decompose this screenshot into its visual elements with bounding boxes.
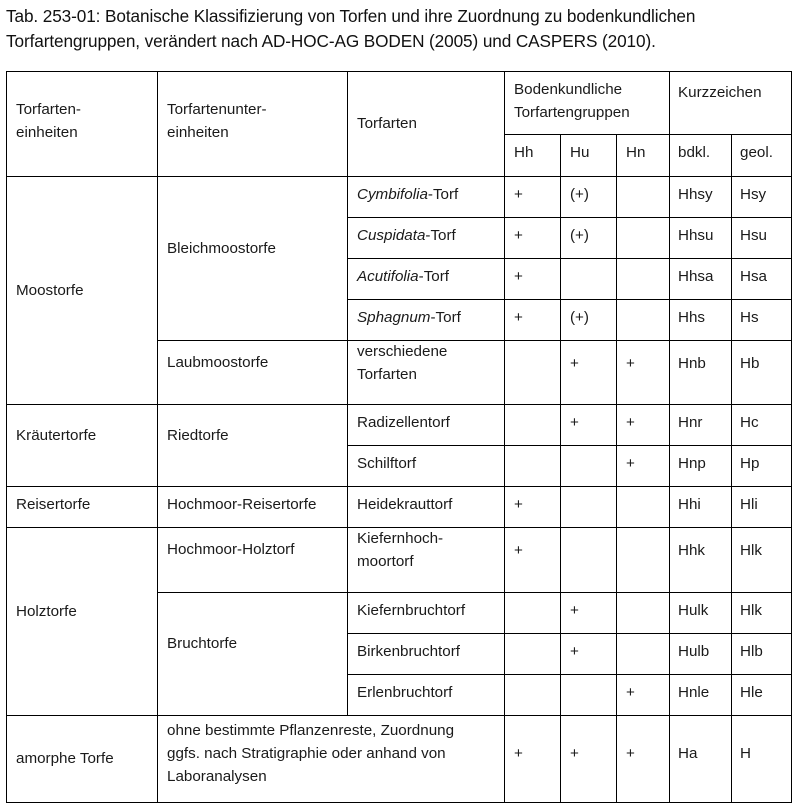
value-text: + [626,455,635,472]
torfart-text: Birkenbruchtorf [357,643,460,660]
value-cell-hu [560,486,616,527]
value-cell-hu [560,592,616,633]
value-cell-bdkl [669,445,731,486]
value-text: + [626,684,635,701]
header-bodenkundliche-torfartengruppen [504,71,669,134]
value-cell-hh [504,527,560,592]
unit-text: Moostorfe [16,281,84,299]
value-cell-hh [504,592,560,633]
caption-line-2: Torfartengruppen, verändert nach AD-HOC-AG BODEN (2005) und CASPERS (2010). [6,31,656,51]
unit-cell [6,404,157,486]
value-cell-geol [731,340,791,404]
unit-cell [6,176,157,404]
value-cell-hu [560,299,616,340]
value-text: Hli [740,496,758,513]
unit-text: Reisertorfe [16,496,91,513]
torfart-italic: Acutifolia [357,268,419,285]
value-cell-hu [560,527,616,592]
value-text: + [514,268,523,285]
value-text: H [740,745,751,762]
subunit-text: Laboranalysen [167,768,267,785]
torfart-text: Radizellentorf [357,414,450,431]
value-text: Hlk [740,602,762,619]
subunit-cell [157,527,347,592]
header-geol [731,134,791,176]
value-cell-hu [560,633,616,674]
torfart-text: -Torf [430,309,461,326]
value-cell-hn [616,486,669,527]
value-cell-hn [616,217,669,258]
value-cell-hn [616,340,669,404]
value-cell-geol [731,176,791,217]
value-cell-geol [731,404,791,445]
value-cell-hu [560,217,616,258]
torfart-cell [347,176,504,217]
value-cell-geol [731,258,791,299]
value-text: + [570,414,579,431]
value-text: Hb [740,354,760,372]
value-cell-geol [731,445,791,486]
header-hu [560,134,616,176]
value-text: + [570,602,579,619]
torfart-text: Kiefernbruchtorf [357,602,466,619]
value-text: + [514,745,523,762]
header-text: geol. [740,144,773,161]
subunit-cell [157,592,347,715]
value-text: + [570,745,579,762]
value-cell-bdkl [669,176,731,217]
value-text: Hhk [678,542,706,559]
torfart-cell [347,404,504,445]
value-cell-hn [616,404,669,445]
header-kurzzeichen [669,71,792,134]
torfart-text: -Torf [427,186,459,203]
value-text: + [514,227,523,244]
value-cell-geol [731,674,791,715]
value-text: Hhsa [678,268,714,285]
header-text: Kurzzeichen [678,84,762,101]
value-cell-hu [560,258,616,299]
value-text: + [626,745,635,762]
torfart-cell [347,527,504,592]
value-text: Hnle [678,684,710,701]
value-text: + [626,354,635,372]
header-text: Hu [570,144,590,161]
torfart-text: Torfarten [357,366,417,383]
value-cell-geol [731,633,791,674]
subunit-text: Hochmoor-Holztorf [167,541,295,558]
torfart-cell [347,633,504,674]
subunit-cell [157,715,504,802]
value-text: Hhi [678,496,701,513]
torfart-italic: Sphagnum [357,309,431,326]
header-hn [616,134,669,176]
subunit-text: ohne bestimmte Pflanzenreste, Zuordnung [167,722,455,739]
value-text: Hulk [678,602,709,619]
value-text: Hhsu [678,227,714,244]
value-text: Hs [740,309,759,326]
value-cell-hn [616,176,669,217]
subunit-cell [157,176,347,340]
subunit-cell [157,486,347,527]
unit-cell [6,527,157,715]
subunit-cell [157,340,347,404]
value-cell-hn [616,592,669,633]
header-bdkl [669,134,731,176]
torfart-text: moortorf [357,553,414,570]
value-cell-bdkl [669,486,731,527]
torfart-italic: Cymbifolia [357,186,428,203]
value-cell-hn [616,299,669,340]
value-cell-hh [504,445,560,486]
value-text: Hc [740,414,759,431]
torfart-cell [347,258,504,299]
subunit-text: ggfs. nach Stratigraphie oder anhand von [167,745,446,762]
value-cell-hn [616,445,669,486]
value-cell-hh [504,340,560,404]
subunit-text: Bruchtorfe [167,635,238,652]
value-text: + [626,414,635,431]
value-cell-hn [616,715,669,802]
value-cell-bdkl [669,715,731,802]
value-cell-hu [560,445,616,486]
value-cell-geol [731,715,791,802]
torfart-text: -Torf [418,268,450,285]
value-cell-hh [504,299,560,340]
value-text: (+) [570,227,589,244]
value-text: Hhs [678,309,706,326]
value-cell-bdkl [669,633,731,674]
header-text: einheiten [16,123,78,141]
value-cell-geol [731,592,791,633]
value-cell-bdkl [669,674,731,715]
value-cell-hn [616,258,669,299]
value-text: + [570,643,579,660]
value-cell-hn [616,633,669,674]
value-cell-bdkl [669,592,731,633]
torfart-cell [347,299,504,340]
table-line [6,802,792,803]
value-text: Hsu [740,227,768,244]
value-cell-hh [504,674,560,715]
value-cell-hh [504,715,560,802]
unit-text: Holztorfe [16,602,77,620]
value-cell-bdkl [669,299,731,340]
header-hh [504,134,560,176]
value-text: Hhsy [678,186,713,203]
value-cell-bdkl [669,217,731,258]
torfart-cell [347,445,504,486]
value-text: Hsy [740,186,767,203]
subunit-text: Laubmoostorfe [167,353,269,371]
unit-cell [6,715,157,802]
torfart-text: Heidekrauttorf [357,496,453,513]
subunit-text: Hochmoor-Reisertorfe [167,496,317,513]
value-cell-hh [504,176,560,217]
torfart-italic: Cuspidata [357,227,426,244]
header-text: Bodenkundliche [514,80,623,98]
value-cell-geol [731,527,791,592]
value-text: + [570,354,579,372]
value-cell-hh [504,486,560,527]
value-text: Hle [740,684,763,701]
value-cell-hu [560,715,616,802]
unit-text: Kräutertorfe [16,426,97,444]
value-text: Hsa [740,268,768,285]
value-cell-geol [731,217,791,258]
value-cell-bdkl [669,404,731,445]
value-text: Hlk [740,542,762,559]
value-text: Ha [678,745,698,762]
value-text: + [514,496,523,513]
torfart-text: verschiedene [357,343,448,360]
value-cell-geol [731,299,791,340]
torfart-text: Kiefernhoch- [357,530,444,547]
torfart-cell [347,592,504,633]
header-text: Hh [514,144,534,161]
value-cell-hn [616,674,669,715]
value-cell-hu [560,404,616,445]
header-text: bdkl. [678,144,711,161]
header-torfartenuntereinheiten [157,71,347,176]
value-text: + [514,186,523,203]
torfart-text: -Torf [425,227,456,244]
header-torfarteneinheiten [6,71,157,176]
value-cell-hh [504,633,560,674]
value-cell-hu [560,674,616,715]
header-text: einheiten [167,123,229,141]
value-cell-geol [731,486,791,527]
header-text: Torfarten [357,115,417,132]
unit-text: amorphe Torfe [16,750,114,767]
torfart-cell [347,340,504,404]
subunit-text: Bleichmoostorfe [167,239,276,257]
value-text: Hnr [678,414,703,431]
table-line [791,71,792,802]
value-cell-hu [560,340,616,404]
value-cell-hn [616,527,669,592]
header-torfarten [347,71,504,176]
subunit-text: Riedtorfe [167,426,229,444]
value-text: + [514,309,523,326]
torfart-text: Schilftorf [357,455,417,472]
header-text: Torfarten- [16,100,81,118]
value-cell-hh [504,404,560,445]
value-cell-bdkl [669,258,731,299]
header-text: Torfartengruppen [514,103,630,121]
unit-cell [6,486,157,527]
header-text: Torfartenunter- [167,100,267,118]
torfart-text: Erlenbruchtorf [357,684,453,701]
value-cell-bdkl [669,340,731,404]
torfart-cell [347,217,504,258]
value-text: Hnb [678,354,706,372]
value-text: Hp [740,455,760,472]
caption-line-1: Tab. 253-01: Botanische Klassifizierung von Torfen und ihre Zuordnung zu bodenkundlichen [6,6,696,26]
value-text: Hnp [678,455,706,472]
value-text: (+) [570,186,589,203]
value-cell-hu [560,176,616,217]
subunit-cell [157,404,347,486]
value-text: Hulb [678,643,710,660]
value-cell-hh [504,258,560,299]
value-cell-bdkl [669,527,731,592]
value-text: + [514,542,523,559]
value-cell-hh [504,217,560,258]
value-text: Hlb [740,643,763,660]
torfart-cell [347,486,504,527]
value-text: (+) [570,309,589,326]
torfart-cell [347,674,504,715]
header-text: Hn [626,144,646,161]
